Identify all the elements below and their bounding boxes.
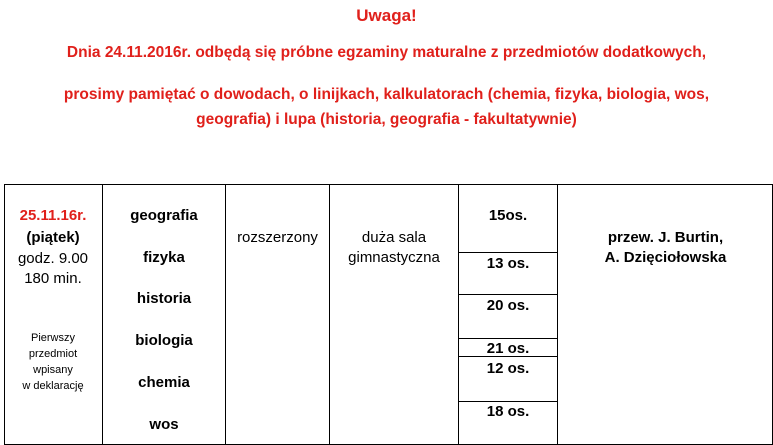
room-line-1: duża sala [361, 229, 427, 246]
subject-item: fizyka [143, 249, 185, 266]
declaration-note-4: w deklarację [22, 380, 84, 392]
subject-item: biologia [135, 332, 193, 349]
column-divider [329, 184, 330, 445]
notice-line-2: prosimy pamiętać o dowodach, o linijkach, kalkulatorach (chemia, fizyka, biologia, wos, [63, 86, 710, 103]
column-divider [557, 184, 558, 445]
row-divider [458, 252, 558, 253]
declaration-note-3: wpisany [33, 364, 73, 376]
student-count: 20 os. [486, 297, 530, 314]
notice-line-1: Dnia 24.11.2016r. odbędą się próbne egzaminy maturalne z przedmiotów dodatkowych, [66, 44, 707, 61]
notice-line-3: geografia) i lupa (historia, geografia - fakultatywnie) [196, 111, 577, 128]
row-divider [458, 294, 558, 295]
subject-item: chemia [138, 374, 190, 391]
commission-line-2: A. Dzięciołowska [604, 249, 727, 266]
subject-item: wos [149, 416, 179, 433]
column-divider [225, 184, 226, 445]
exam-duration: 180 min. [24, 270, 82, 287]
room-line-2: gimnastyczna [348, 249, 440, 266]
exam-date: 25.11.16r. [19, 207, 87, 224]
student-count: 13 os. [486, 255, 530, 272]
exam-level: rozszerzony [237, 229, 318, 246]
exam-time: godz. 9.00 [17, 250, 89, 267]
student-count: 12 os. [486, 360, 530, 377]
declaration-note-1: Pierwszy [30, 332, 75, 344]
commission-line-1: przew. J. Burtin, [607, 229, 724, 246]
student-count: 15os. [488, 207, 528, 224]
notice-title: Uwaga! [356, 6, 417, 25]
student-count: 18 os. [486, 403, 530, 420]
subject-item: historia [136, 290, 192, 307]
declaration-note-2: przedmiot [28, 348, 78, 360]
exam-day: (piątek) [26, 229, 80, 246]
subject-item: geografia [130, 207, 198, 224]
student-count: 21 os. [486, 340, 530, 357]
